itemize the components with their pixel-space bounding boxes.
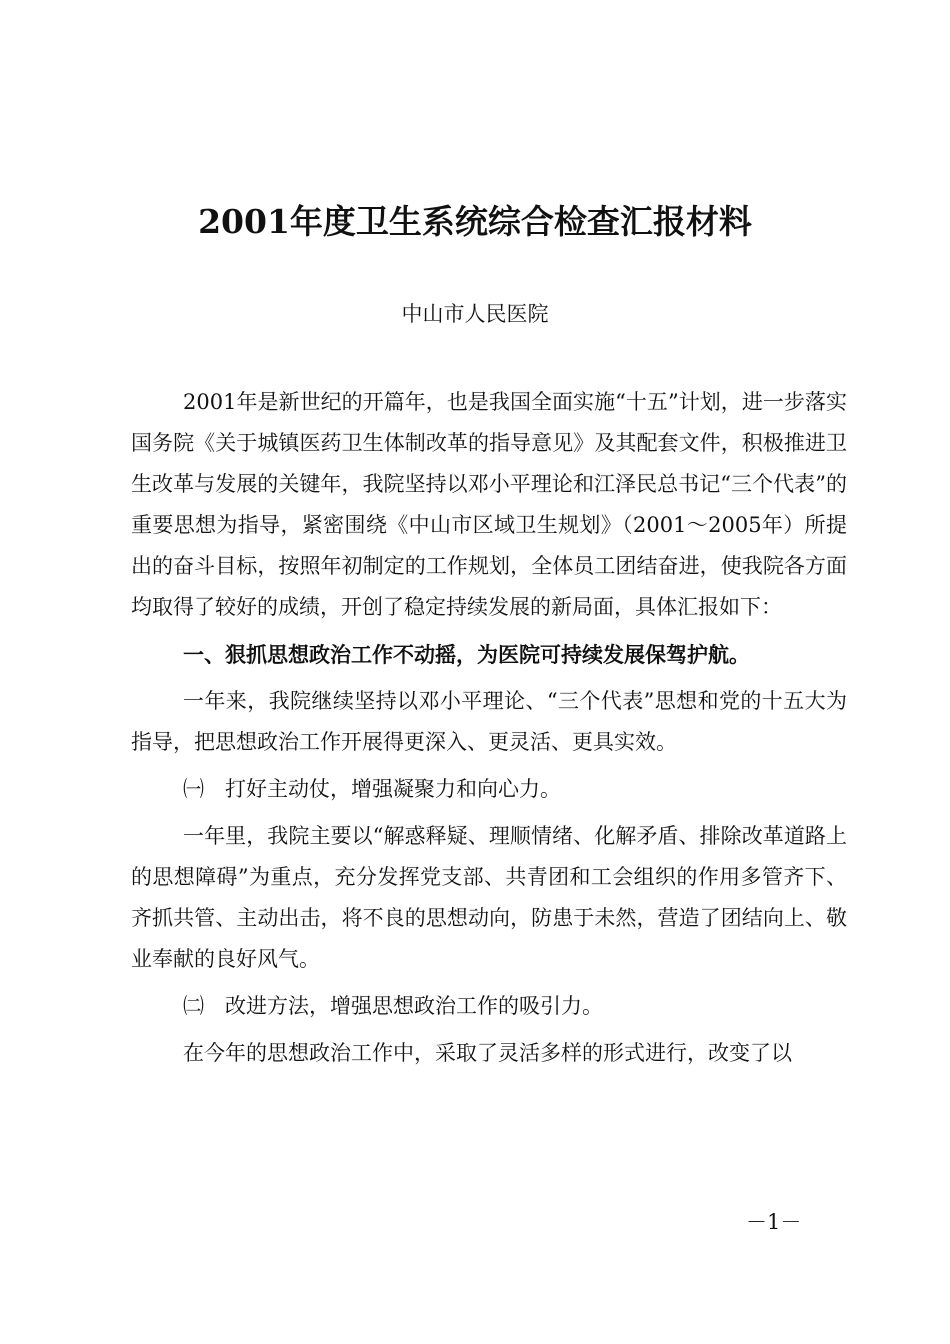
subsection-heading-1: ㈠ 打好主动仗，增强凝聚力和向心力。 xyxy=(183,777,561,801)
subsection-heading-2: ㈡ 改进方法，增强思想政治工作的吸引力。 xyxy=(183,994,603,1018)
intro-paragraph: 2001年是新世纪的开篇年，也是我国全面实施“十五”计划，进一步落实国务院《关于城镇医药卫生体制改革的指导意见》及其配套文件，积极推进卫生改革与发展的关键年，我院坚持以邓小平理论和江泽民总书记“三个代表”的重要思想为指导，紧密围绕《中山市区域卫生规划》（2001～2005年）所提出的奋斗目标，按照年初制定的工作规划，全体员工团结奋进，使我院各方面均取得了较好的成绩，开创了稳定持续发展的新局面，具体汇报如下： xyxy=(131,390,847,619)
subsection-2-paragraph: 在今年的思想政治工作中，采取了灵活多样的形式进行，改变了以 xyxy=(183,1041,792,1065)
page-number: －1－ xyxy=(746,1210,802,1234)
section-1-paragraph: 一年来，我院继续坚持以邓小平理论、“三个代表”思想和党的十五大为指导，把思想政治工作开展得更深入、更灵活、更具实效。 xyxy=(131,689,847,754)
subsection-1-paragraph: 一年里，我院主要以“解惑释疑、理顺情绪、化解矛盾、排除改革道路上的思想障碍”为重点，充分发挥党支部、共青团和工会组织的作用多管齐下、齐抓共管、主动出击，将不良的思想动向，防患于未然，营造了团结向上、敬业奉献的良好风气。 xyxy=(131,824,847,971)
document-body xyxy=(131,382,847,1080)
document-title: 2001年度卫生系统综合检查汇报材料 xyxy=(198,202,752,241)
document-author: 中山市人民医院 xyxy=(401,302,549,326)
section-heading-1: 一、狠抓思想政治工作不动摇，为医院可持续发展保驾护航。 xyxy=(183,642,750,667)
